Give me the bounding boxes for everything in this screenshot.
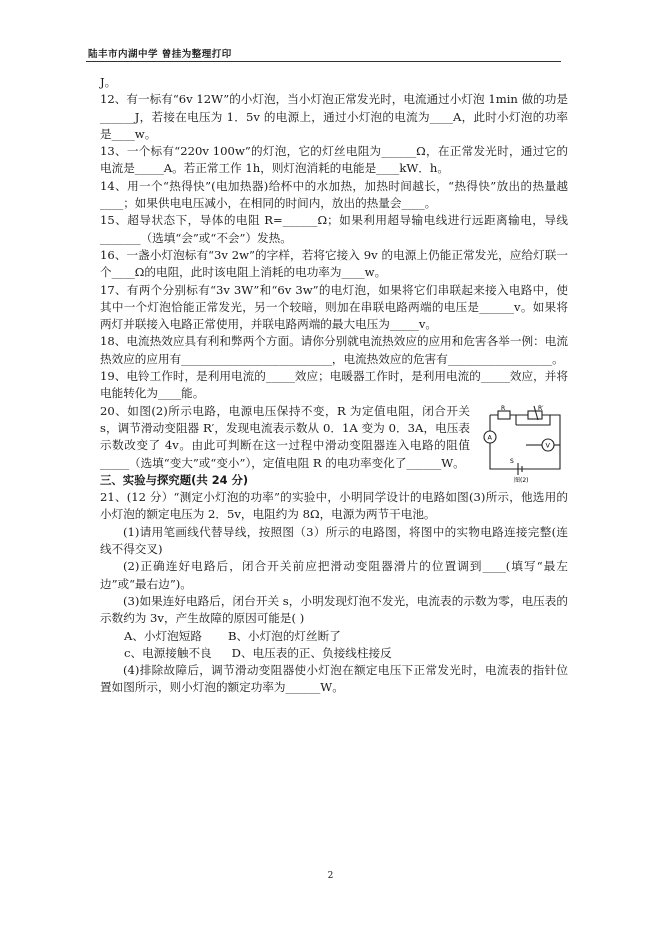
question-12: 12、有一标有“6v 12W”的小灯泡，当小灯泡正常发光时，电流通过小灯泡 1min 做的功是______J，若接在电压为 1．5v 的电源上，通过小灯泡的电流为____A，此时小灯泡的功率是____w。 bbox=[100, 92, 568, 141]
q11-end: J。 bbox=[100, 75, 117, 89]
question-19: 19、电铃工作时，是利用电流的_____效应；电暖器工作时，是利用电流的_____效应，并将电能转化为____能。 bbox=[100, 369, 568, 401]
option-b: B、小灯泡的灯丝断了 bbox=[227, 628, 341, 643]
option-c: c、电源接触不良 bbox=[124, 645, 212, 660]
page-number: 2 bbox=[327, 871, 334, 881]
question-18: 18、电流热效应具有利和弊两个方面。请你分别就电流热效应的应用和危害各举一例：电流热效应的应用有__________________________，电流热效应的危害有__________________。 bbox=[100, 334, 568, 366]
question-15: 15、超导状态下，导体的电阻 R=______Ω；如果利用超导输电线进行远距离输电，导线_______（选填“会”或“不会”）发热。 bbox=[100, 213, 568, 245]
question-13: 13、一个标有“220v 100w”的灯泡，它的灯丝电阻为______Ω，在正常发光时，通过它的电流是_____A。若正常工作 1h，则灯泡消耗的电能是____kW．h。 bbox=[100, 144, 568, 176]
option-a-b bbox=[100, 628, 568, 645]
question-21-part-2: (2)正确连好电路后，闭合开关前应把滑动变阻器滑片的位置调到____(填写“最左边”或“最右边”)。 bbox=[100, 559, 568, 591]
page-header: 陆丰市内湖中学 曾挂为整理打印 bbox=[88, 49, 232, 60]
question-16: 16、一盏小灯泡标有“3v 2w”的字样，若将它接入 9v 的电源上仍能正常发光，应给灯联一个____Ω的电阻，此时该电阻上消耗的电功率为____w。 bbox=[100, 247, 568, 280]
option-a: A、小灯泡短路 bbox=[124, 628, 202, 643]
question-17: 17、有两个分别标有“3v 3W”和“6v 3w”的电灯泡，如果将它们串联起来接入电路中，使其中一个灯泡恰能正常发光，另一个较暗，则加在串联电路两端的电压是______v。如果将两灯并联接入电路正常使用，并联电路两端的最大电压为_____v。 bbox=[100, 282, 568, 332]
document-body bbox=[100, 74, 568, 697]
question-14: 14、用一个“热得快”(电加热器)给杯中的水加热，加热时间越长，“热得快”放出的热量越____；如果供电电压减小，在相同的时间内，放出的热量会____。 bbox=[100, 178, 568, 211]
question-21-part-1: (1)请用笔画线代替导线，按照图（3）所示的电路图，将图中的实物电路连接完整(连线不得交叉) bbox=[100, 524, 568, 557]
question-20: 20、如图(2)所示电路，电源电压保持不变，R 为定值电阻，闭合开关 s，调节滑动变阻器 R′，发现电流表示数从 0．1A 变为 0．3A，电压表示数改变了 4v。由此可判断在这一过程中滑动变阻器连入电路的阻值_____（选填“变大”或“变小”），定值电阻 R 的电功率变化了______W。 bbox=[100, 403, 470, 470]
fig-label-a: A bbox=[487, 433, 492, 442]
fig-label-v: V bbox=[545, 441, 550, 450]
fig-label-s: S bbox=[510, 457, 514, 465]
option-d: D、电压表的正、负接线柱接反 bbox=[231, 645, 392, 660]
option-c-d bbox=[100, 645, 568, 662]
fig-caption: 图(2) bbox=[514, 476, 529, 483]
section-3-heading: 三、实验与探究题(共 24 分) bbox=[100, 472, 249, 487]
circuit-figure-2 bbox=[478, 405, 570, 483]
question-21-part-4: (4)排除故障后，调节滑动变阻器使小灯泡在额定电压下正常发光时，电流表的指针位置如图所示，则小灯泡的额定功率为______W。 bbox=[100, 663, 568, 695]
header-rule bbox=[86, 61, 561, 62]
fig-label-r: R bbox=[501, 404, 506, 412]
fig-label-rp: R′ bbox=[538, 404, 544, 412]
question-21: 21、(12 分）“测定小灯泡的功率”的实验中，小明同学设计的电路如图(3)所示，他选用的小灯泡的额定电压为 2．5v，电阻约为 8Ω，电源为两节干电池。 bbox=[100, 490, 568, 522]
question-21-part-3: (3)如果连好电路后，闭台开关 s，小明发现灯泡不发光，电流表的示数为零，电压表的示数约为 3v，产生故障的原因可能是( ) bbox=[100, 593, 568, 626]
